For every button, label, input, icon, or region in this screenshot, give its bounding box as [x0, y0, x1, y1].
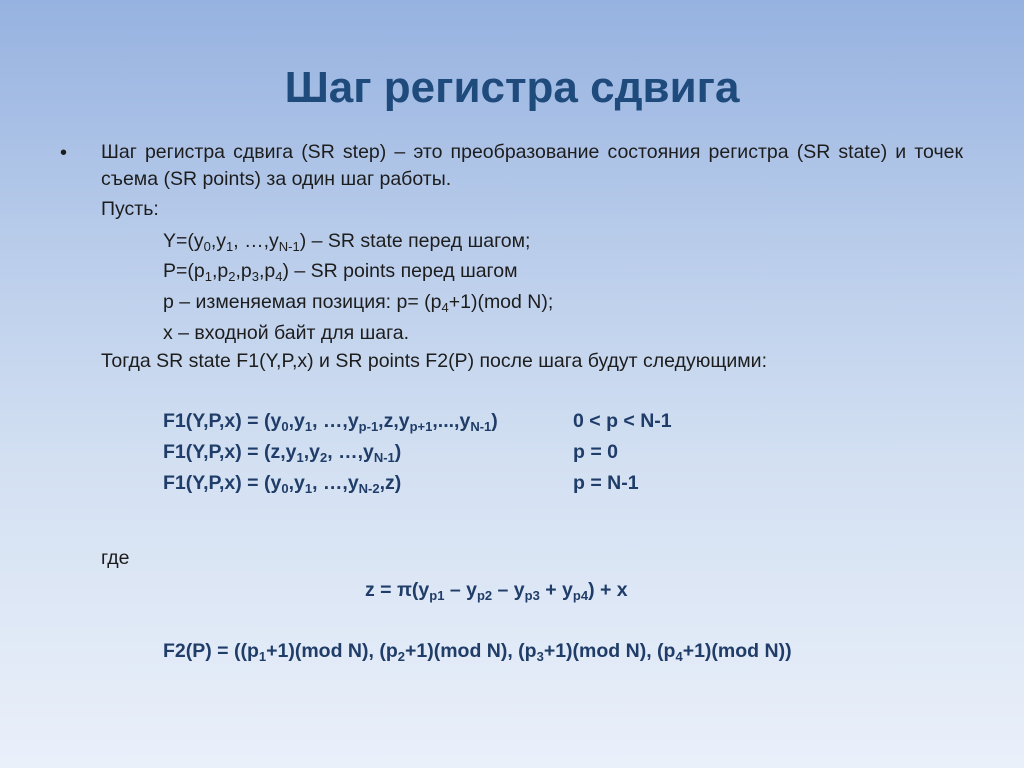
sub: 3: [536, 649, 544, 664]
formula-text: F2(P) = ((p: [163, 640, 259, 662]
sub: 4: [441, 300, 449, 315]
sub: p+1: [409, 419, 433, 434]
def-p-text: ,p: [211, 260, 229, 282]
formula-text: + y: [539, 579, 573, 601]
formula-text: +1)(mod N), (p: [266, 640, 398, 662]
sub: 4: [275, 269, 283, 284]
def-p-text: ,p: [258, 260, 276, 282]
formula-text: ,...,y: [432, 410, 471, 432]
def-y-text: Y=(y: [163, 230, 204, 252]
formula-text: – y: [444, 579, 477, 601]
formula-text: ,z,y: [378, 410, 410, 432]
z-formula: [365, 577, 628, 604]
formula-text: +1)(mod N), (p: [404, 640, 537, 662]
slide-title: Шаг регистра сдвига: [284, 63, 740, 112]
formula-text: F1(Y,P,x) = (y: [163, 472, 282, 494]
sub: 1: [204, 269, 212, 284]
formula-text: F1(Y,P,x) = (z,y: [163, 441, 297, 463]
formula-text: ,z): [379, 472, 402, 494]
sub: 4: [675, 649, 683, 664]
where-label: где: [101, 547, 130, 569]
formula-text: +1)(mod N)): [682, 640, 792, 662]
formula-text: , …,y: [327, 441, 374, 463]
condition-p0: p = 0: [573, 441, 618, 463]
condition-general: 0 < p < N-1: [573, 410, 672, 432]
sub: N-1: [278, 239, 300, 254]
sub: N-1: [373, 450, 395, 465]
def-p-text: ,p: [235, 260, 252, 282]
sub: 2: [228, 269, 236, 284]
sub: 1: [304, 481, 313, 496]
then-line: Тогда SR state F1(Y,P,x) и SR points F2(P) после шага будут следующими:: [101, 350, 767, 372]
condition-pn1: p = N-1: [573, 472, 639, 494]
formula-text: z = π(y: [365, 579, 430, 601]
sub: 1: [226, 239, 234, 254]
let-label: Пусть:: [101, 198, 159, 220]
def-p-text: P=(p: [163, 260, 205, 282]
sub: N-2: [358, 481, 380, 496]
sub: 0: [281, 419, 289, 434]
sub: p1: [429, 588, 445, 603]
sub: 1: [258, 649, 267, 664]
formula-text: ): [394, 441, 402, 463]
sub: 2: [397, 649, 405, 664]
sub: N-1: [470, 419, 492, 434]
formula-text: ) + x: [588, 579, 628, 601]
sub: 3: [251, 269, 259, 284]
f2-formula: [163, 638, 792, 665]
formula-text: , …,y: [312, 472, 359, 494]
sub: 1: [296, 450, 304, 465]
sub: 0: [281, 481, 289, 496]
formula-text: F1(Y,P,x) = (y: [163, 410, 282, 432]
def-y-text: , …,y: [233, 230, 279, 252]
formula-f1-p0: [163, 439, 401, 466]
def-p-text: ) – SR points перед шагом: [282, 260, 518, 282]
def-y-text: ) – SR state перед шагом;: [299, 230, 531, 252]
formula-text: +1)(mod N), (p: [543, 640, 676, 662]
sub: p-1: [358, 419, 379, 434]
def-pos-text: +1)(mod N);: [448, 291, 554, 313]
def-x: x – входной байт для шага.: [163, 322, 410, 344]
sub: 2: [320, 450, 328, 465]
def-y-text: ,y: [210, 230, 227, 252]
sub: p2: [476, 588, 493, 603]
sub: p4: [572, 588, 589, 603]
def-p: [163, 258, 518, 285]
formula-text: ,y: [288, 472, 305, 494]
formula-f1-general: [163, 408, 498, 435]
formula-f1-pn1: [163, 470, 401, 497]
formula-text: ,y: [288, 410, 305, 432]
sub: 0: [203, 239, 211, 254]
intro-paragraph: Шаг регистра сдвига (SR step) – это преобразование состояния регистра (SR state) и точек съема (SR points) за один шаг работы.: [101, 141, 963, 190]
formula-text: ,y: [303, 441, 320, 463]
formula-text: – y: [492, 579, 525, 601]
def-pos-text: p – изменяемая позиция: p= (p: [163, 291, 442, 313]
def-y: [163, 228, 530, 255]
formula-text: ): [491, 410, 498, 432]
sub: 1: [304, 419, 313, 434]
sub: p3: [524, 588, 540, 603]
def-position: [163, 289, 553, 316]
formula-text: , …,y: [312, 410, 359, 432]
bullet-icon: •: [60, 142, 68, 164]
